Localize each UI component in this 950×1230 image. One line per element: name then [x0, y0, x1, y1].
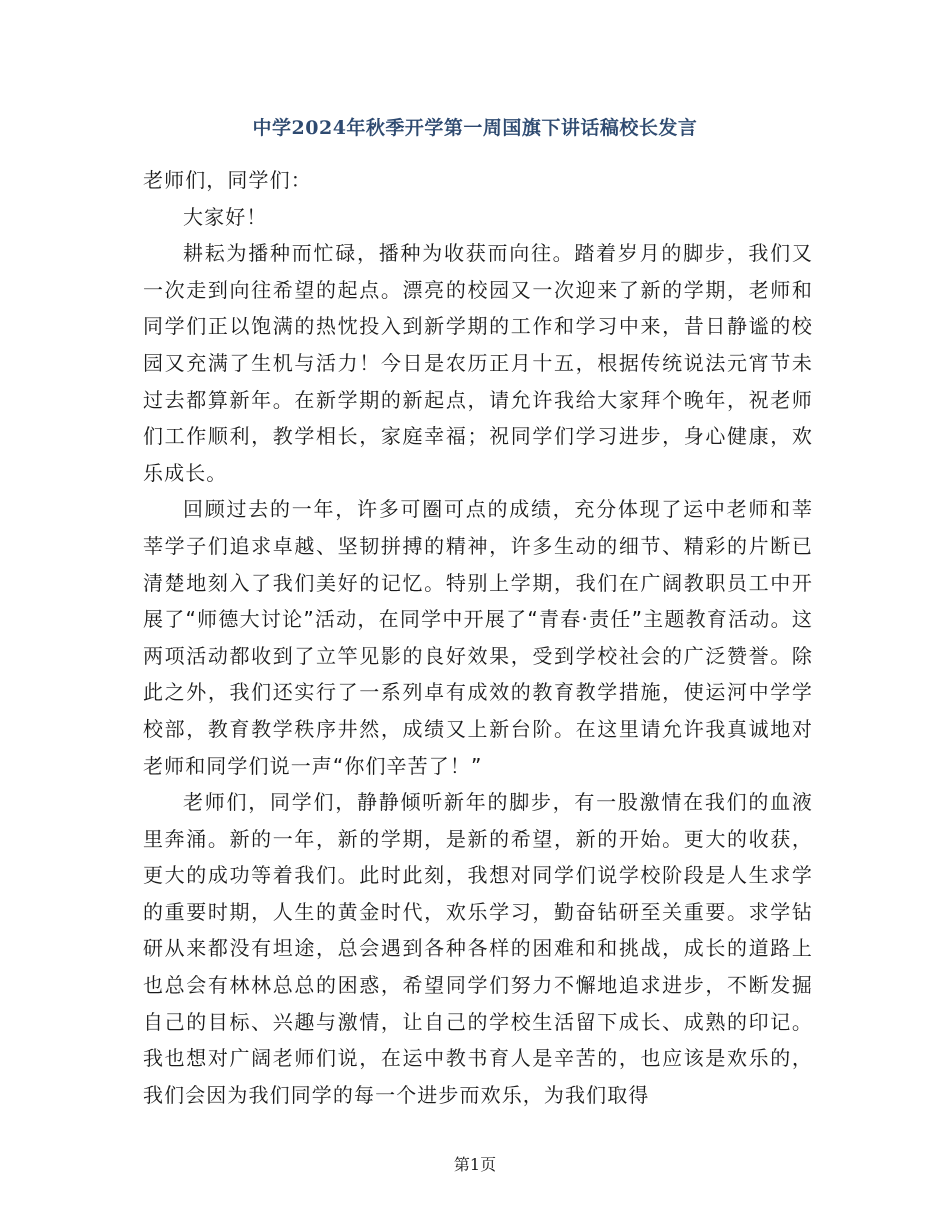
page-number: 第1页	[453, 1155, 497, 1174]
document-body	[143, 162, 813, 1113]
paragraph-greeting: 大家好！	[183, 204, 268, 229]
salutation: 老师们，同学们：	[143, 168, 312, 192]
paragraph-2: 回顾过去的一年，许多可圈可点的成绩，充分体现了运中老师和莘莘学子们追求卓越、坚韧拼搏的精神，许多生动的细节、精彩的片断已清楚地刻入了我们美好的记忆。特别上学期，我们在广阔教职员工中开展了“师德大讨论”活动，在同学中开展了“青春·责任”主题教育活动。这两项活动都收到了立竿见影的良好效果，受到学校社会的广泛赞誉。除此之外，我们还实行了一系列卓有成效的教育教学措施，使运河中学学校部，教育教学秩序井然，成绩又上新台阶。在这里请允许我真诚地对老师和同学们说一声“你们辛苦了！”	[143, 497, 813, 778]
paragraph-3: 老师们，同学们，静静倾听新年的脚步，有一股激情在我们的血液里奔涌。新的一年，新的学期，是新的希望，新的开始。更大的收获，更大的成功等着我们。此时此刻，我想对同学们说学校阶段是人生求学的重要时期，人生的黄金时代，欢乐学习，勤奋钻研至关重要。求学钻研从来都没有坦途，总会遇到各种各样的困难和和挑战，成长的道路上也总会有林林总总的困惑，希望同学们努力不懈地追求进步，不断发掘自己的目标、兴趣与激情，让自己的学校生活留下成长、成熟的印记。我也想对广阔老师们说，在运中教书育人是辛苦的，也应该是欢乐的，我们会因为我们同学的每一个进步而欢乐，为我们取得	[143, 790, 813, 1107]
paragraph-1: 耕耘为播种而忙碌，播种为收获而向往。踏着岁月的脚步，我们又一次走到向往希望的起点。漂亮的校园又一次迎来了新的学期，老师和同学们正以饱满的热忱投入到新学期的工作和学习中来，昔日静谧的校园又充满了生机与活力！今日是农历正月十五，根据传统说法元宵节未过去都算新年。在新学期的新起点，请允许我给大家拜个晚年，祝老师们工作顺利，教学相长，家庭幸福；祝同学们学习进步，身心健康，欢乐成长。	[143, 241, 813, 485]
document-title: 中学2024年秋季开学第一周国旗下讲话稿校长发言	[252, 117, 698, 139]
